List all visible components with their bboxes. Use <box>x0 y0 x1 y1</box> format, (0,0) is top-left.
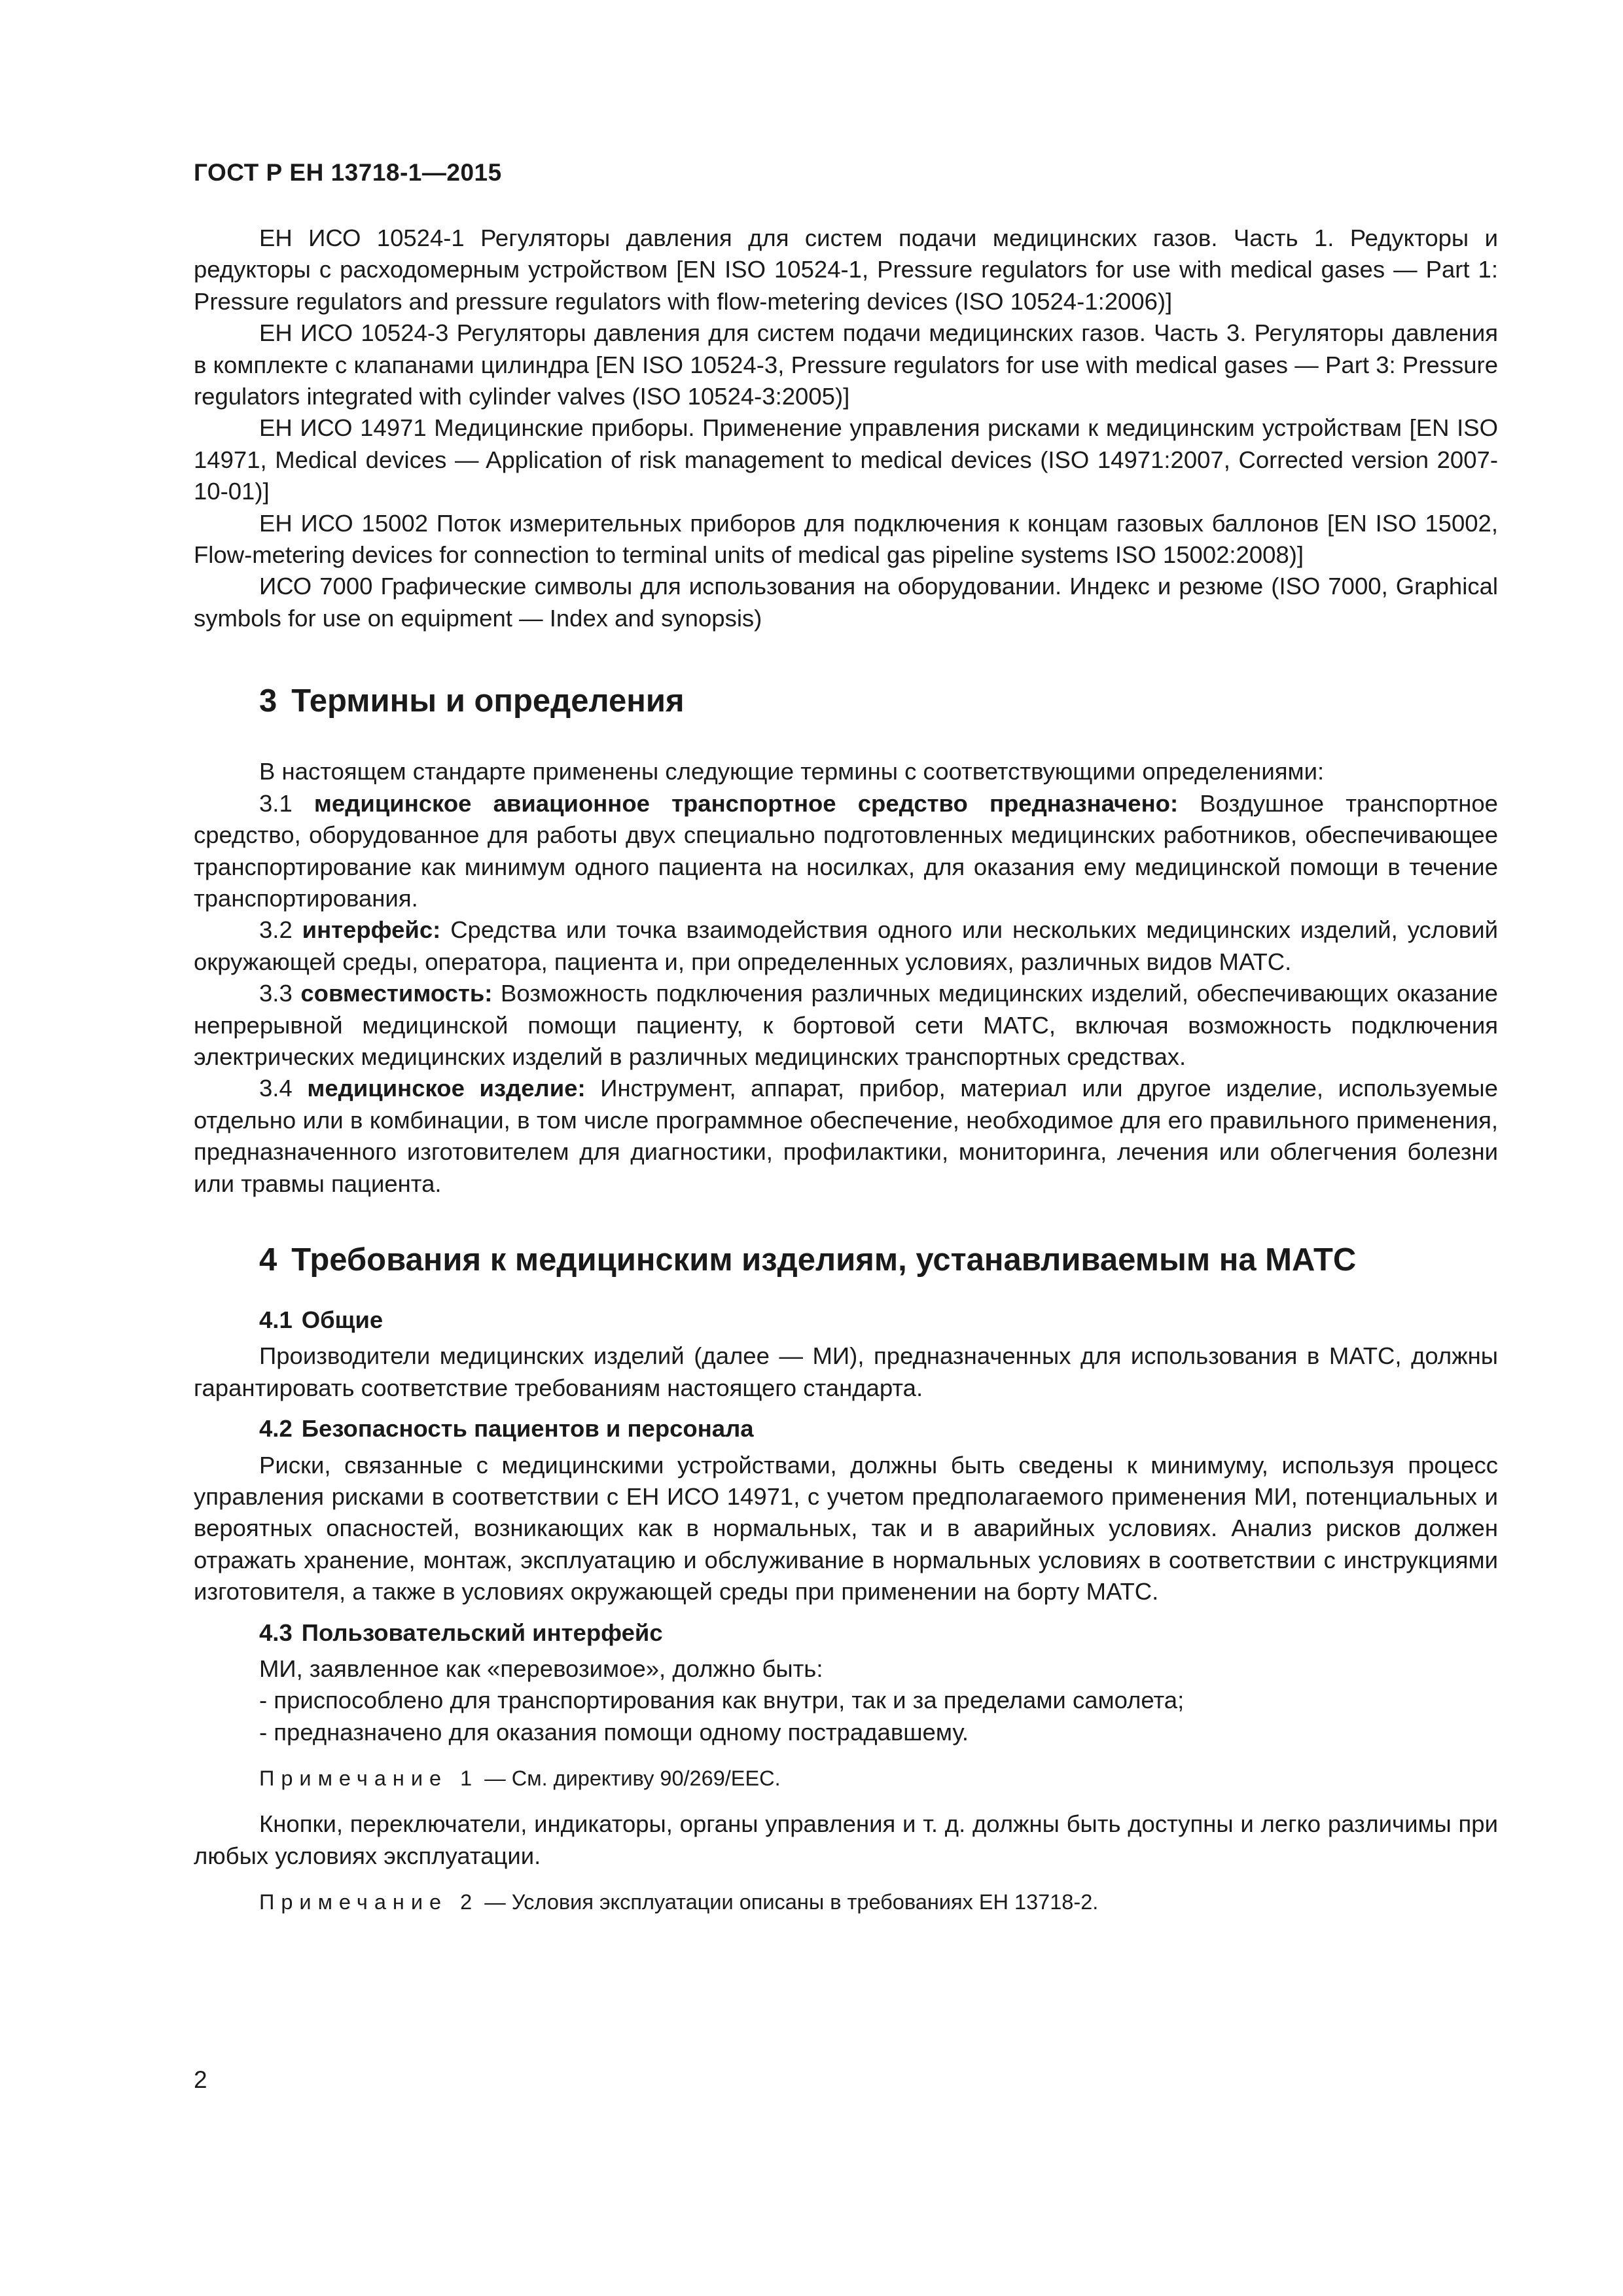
note-label: Примечание 2 <box>259 1890 479 1914</box>
subsection-4-1-text: Производители медицинских изделий (далее — МИ), предназначенных для использования в МАТС, должны гарантировать соответствие требованиям настоящего стандарта. <box>194 1342 1498 1401</box>
section-number: 3 <box>259 683 277 719</box>
term-number: 3.2 <box>259 916 293 944</box>
term-name: медицинское авиационное транспортное средство предназначено: <box>313 789 1179 817</box>
term-definition <box>194 1073 1498 1200</box>
subsection-number: 4.2 <box>259 1415 293 1443</box>
term-text: Воздушное транспортное средство, оборудованное для работы двух специально подготовленных медицинских работников, обеспечивающее транспортирование как минимум одного пациента на носилках, для оказания ему медицинской помощи в течение транспортирования. <box>194 789 1498 912</box>
term-number: 3.4 <box>259 1075 293 1102</box>
section-number: 4 <box>259 1242 277 1278</box>
list-item: - предназначено для оказания помощи одному пострадавшему. <box>259 1718 969 1746</box>
subsection-4-3-heading <box>194 1617 1498 1649</box>
term-definition <box>194 788 1498 915</box>
term-text: Средства или точка взаимодействия одного или нескольких медицинских изделий, условий окружающей среды, оператора, пациента и, при определенных условиях, различных видов МАТС. <box>194 916 1498 975</box>
section-3-heading <box>194 683 1498 719</box>
subsection-number: 4.3 <box>259 1619 293 1646</box>
term-definition <box>194 914 1498 978</box>
subsection-4-1-heading <box>194 1304 1498 1336</box>
term-name: интерфейс: <box>302 916 441 944</box>
section-title: Термины и определения <box>291 683 685 719</box>
subsection-number: 4.1 <box>259 1306 293 1333</box>
note-text: — См. директиву 90/269/EEC. <box>478 1767 781 1791</box>
normative-reference: ЕН ИСО 10524-1 Регуляторы давления для систем подачи медицинских газов. Часть 1. Редукторы и редукторы с расходомерным устройством [EN ISO 10524-1, Pressure regulators for use with medical gases — Part 1: Pressure regulators and pressure regulators with flow-metering devices (ISO 10524-1:2006)] <box>194 224 1498 315</box>
term-number: 3.1 <box>259 789 293 817</box>
term-text: Инструмент, аппарат, прибор, материал или другое изделие, используемые отдельно или в комбинации, в том числе программное обеспечение, необходимое для его правильного применения, предназначенного изготовителем для диагностики, профилактики, мониторинга, лечения или облегчения болезни или травмы пациента. <box>194 1075 1498 1197</box>
section-title: Требования к медицинским изделиям, устанавливаемым на МАТС <box>291 1242 1357 1278</box>
page-number: 2 <box>194 2066 207 2093</box>
normative-reference: ЕН ИСО 14971 Медицинские приборы. Применение управления рисками к медицинским устройствам [EN ISO 14971, Medical devices — Application of risk management to medical devices (ISO 14971:2007, Corrected version 2007-10-01)] <box>194 414 1498 505</box>
subsection-4-3-lead: МИ, заявленное как «перевозимое», должно быть: <box>259 1655 823 1683</box>
normative-reference: ЕН ИСО 15002 Поток измерительных приборов для подключения к концам газовых баллонов [EN ISO 15002, Flow-metering devices for connection to terminal units of medical gas pipeline systems ISO 15002:2008)] <box>194 509 1498 569</box>
section-4-heading <box>194 1242 1498 1278</box>
note-2 <box>194 1888 1498 1916</box>
term-text: Возможность подключения различных медицинских изделий, обеспечивающих оказание непрерывной медицинской помощи пациенту, к бортовой сети МАТС, включая возможность подключения электрических медицинских изделий в различных медицинских транспортных средствах. <box>194 980 1498 1070</box>
subsection-title: Пользовательский интерфейс <box>301 1619 663 1646</box>
document-body <box>194 223 1498 1932</box>
list-item: - приспособлено для транспортирования как внутри, так и за пределами самолета; <box>259 1687 1185 1714</box>
normative-reference: ЕН ИСО 10524-3 Регуляторы давления для систем подачи медицинских газов. Часть 3. Регуляторы давления в комплекте с клапанами цилиндра [EN ISO 10524-3, Pressure regulators for use with medical gases — Part 3: Pressure regulators integrated with cylinder valves (ISO 10524-3:2005)] <box>194 319 1498 410</box>
document-header: ГОСТ Р ЕН 13718-1—2015 <box>194 159 502 186</box>
subsection-4-3-text: Кнопки, переключатели, индикаторы, органы управления и т. д. должны быть доступны и легко различимы при любых условиях эксплуатации. <box>194 1810 1498 1869</box>
note-label: Примечание 1 <box>259 1767 479 1791</box>
term-name: совместимость: <box>300 980 493 1007</box>
subsection-4-2-heading <box>194 1413 1498 1444</box>
term-number: 3.3 <box>259 980 293 1007</box>
term-name: медицинское изделие: <box>307 1075 586 1102</box>
subsection-title: Общие <box>301 1306 383 1333</box>
subsection-4-2-text: Риски, связанные с медицинскими устройствами, должны быть сведены к минимуму, используя процесс управления рисками в соответствии с ЕН ИСО 14971, с учетом предполагаемого применения МИ, потенциальных и вероятных опасностей, возникающих как в нормальных, так и в аварийных условиях. Анализ рисков должен отражать хранение, монтаж, эксплуатацию и обслуживание в нормальных условиях в соответствии с инструкциями изготовителя, а также в условиях окружающей среды при применении на борту МАТС. <box>194 1451 1498 1605</box>
note-text: — Условия эксплуатации описаны в требованиях ЕН 13718-2. <box>478 1890 1099 1914</box>
term-definition <box>194 978 1498 1073</box>
note-1 <box>194 1764 1498 1793</box>
subsection-title: Безопасность пациентов и персонала <box>301 1415 754 1443</box>
section-3-intro: В настоящем стандарте применены следующие термины с соответствующими определениями: <box>259 758 1325 785</box>
normative-reference: ИСО 7000 Графические символы для использования на оборудовании. Индекс и резюме (ISO 7000, Graphical symbols for use on equipment — Index and synopsis) <box>194 573 1498 632</box>
